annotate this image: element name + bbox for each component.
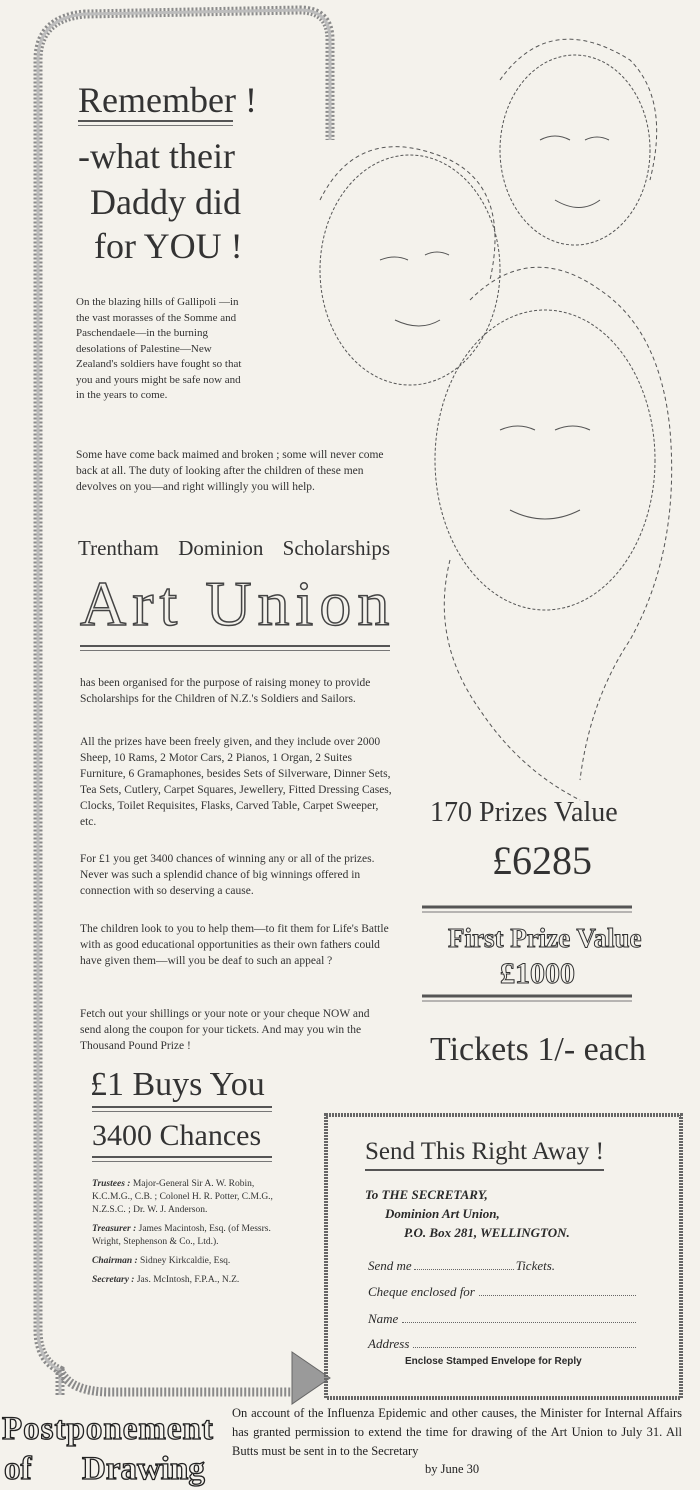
secretary-name: Jas. McIntosh, F.P.A., N.Z.: [136, 1275, 240, 1285]
body-paragraph-chances: For £1 you get 3400 chances of winning any or all of the prizes. Never was such a splendid chance of big winnings offered in connection with so deserving a cause.: [80, 853, 375, 897]
coupon-address2: P.O. Box 281, WELLINGTON.: [404, 1225, 570, 1240]
coupon-address1: Dominion Art Union,: [385, 1206, 500, 1221]
headline-remember: Remember !: [78, 80, 257, 120]
address-field[interactable]: [368, 1336, 636, 1352]
scholarship-word-trentham: Trentham: [78, 536, 159, 560]
name-field[interactable]: [368, 1311, 636, 1327]
trustees-list: [92, 1178, 282, 1287]
tickets-word: Tickets.: [515, 1258, 556, 1273]
cheque-label: Cheque enclosed for: [368, 1284, 475, 1299]
trustees-names: Major-General Sir A. W. Robin, K.C.M.G., C.B. ; Colonel H. R. Potter, C.M.G., N.Z.S.C. ; Dr. W. J. Anderson.: [92, 1179, 273, 1215]
chairman-role: Chairman :: [92, 1256, 138, 1266]
intro-paragraph: On the blazing hills of Gallipoli —in the vast morasses of the Somme and Paschendaele—in the burning desolations of Palestine—New Zealand's soldiers have fought so that you and yours might be safe now and in the years to come.: [76, 296, 242, 401]
send-me-field[interactable]: [368, 1258, 658, 1274]
postponement-deadline: by June 30: [425, 1462, 480, 1476]
coupon-heading: Send This Right Away !: [365, 1137, 604, 1171]
chances-heading: 3400 Chances: [92, 1119, 262, 1152]
postponement-drawing: Drawing: [82, 1451, 205, 1487]
body-paragraph-organised: has been organised for the purpose of raising money to provide Scholarships for the Children of N.Z.'s Soldiers and Sailors.: [80, 677, 371, 705]
treasurer-entry: [92, 1223, 282, 1249]
send-me-label: Send me: [368, 1258, 412, 1273]
treasurer-name: James Macintosh, Esq. (of Messrs. Wright, Stephenson & Co., Ltd.).: [92, 1224, 271, 1247]
first-prize-value: £1000: [500, 957, 575, 990]
art-union-rule: [80, 645, 390, 651]
headline-daddy-did: Daddy did: [90, 182, 241, 222]
postponement-of: of: [4, 1451, 32, 1487]
prizes-count-line: 170 Prizes Value: [430, 797, 618, 828]
trustees-entry: [92, 1178, 282, 1217]
headline-rule: [78, 120, 233, 126]
tickets-price: Tickets 1/- each: [430, 1031, 646, 1068]
send-me-blank[interactable]: [414, 1269, 514, 1270]
scholarship-word-dominion: Dominion: [178, 536, 264, 560]
art-union-title: Art Union: [80, 568, 396, 639]
first-prize-label: First Prize Value: [448, 923, 642, 953]
coupon-to-line: To THE SECRETARY,: [365, 1187, 488, 1202]
trustees-role: Trustees :: [92, 1179, 131, 1189]
coupon-footer: Enclose Stamped Envelope for Reply: [405, 1356, 582, 1367]
cheque-field[interactable]: [368, 1284, 636, 1300]
treasurer-role: Treasurer :: [92, 1224, 137, 1234]
chairman-entry: [92, 1255, 282, 1268]
body-paragraph-fetch: Fetch out your shillings or your note or your cheque NOW and send along the coupon for your tickets. And may you win the Thousand Pound Prize !: [80, 1008, 370, 1052]
buys-you-rule: [92, 1106, 272, 1112]
body-paragraph-children: The children look to you to help them—to fit them for Life's Battle with as good educational opportunities as their own fathers could have given them—will you be deaf to such an appeal ?: [80, 923, 389, 967]
chairman-name: Sidney Kirkcaldie, Esq.: [140, 1256, 231, 1266]
headline-what-their: -what their: [78, 136, 235, 176]
headline-for-you: for YOU !: [94, 226, 243, 266]
secretary-entry: [92, 1274, 282, 1287]
buys-you-heading: £1 Buys You: [90, 1066, 265, 1103]
cheque-blank[interactable]: [479, 1295, 636, 1296]
second-paragraph: Some have come back maimed and broken ; some will never come back at all. The duty of looking after the children of these men devolves on you—and right willingly you will help.: [76, 449, 384, 493]
scholarship-word-scholarships: Scholarships: [282, 536, 390, 560]
scholarship-title: [78, 536, 390, 561]
prizes-total-value: £6285: [492, 838, 592, 883]
chances-rule: [92, 1156, 272, 1162]
name-label: Name: [368, 1311, 399, 1326]
postponement-title: Postponement: [2, 1411, 214, 1447]
address-label: Address: [368, 1336, 410, 1351]
name-blank[interactable]: [402, 1322, 636, 1323]
body-paragraph-prizes: All the prizes have been freely given, and they include over 2000 Sheep, 10 Rams, 2 Motor Cars, 2 Pianos, 1 Organ, 2 Suites Furniture, 6 Gramaphones, besides Sets of Silverware, Dinner Sets, Tea Sets, Cutlery, Carpet Squares, Jewellery, Fitted Dressing Cases, Clocks, Toilet Requisites, Flasks, Carved Table, Carpet Sweeper, etc.: [80, 736, 392, 828]
postponement-notice: On account of the Influenza Epidemic and other causes, the Minister for Internal Affairs has granted permission to extend the time for drawing of the Art Union to July 31. All Butts must be sent in to the Secretary: [232, 1406, 682, 1458]
address-blank[interactable]: [413, 1347, 636, 1348]
secretary-role: Secretary :: [92, 1275, 135, 1285]
